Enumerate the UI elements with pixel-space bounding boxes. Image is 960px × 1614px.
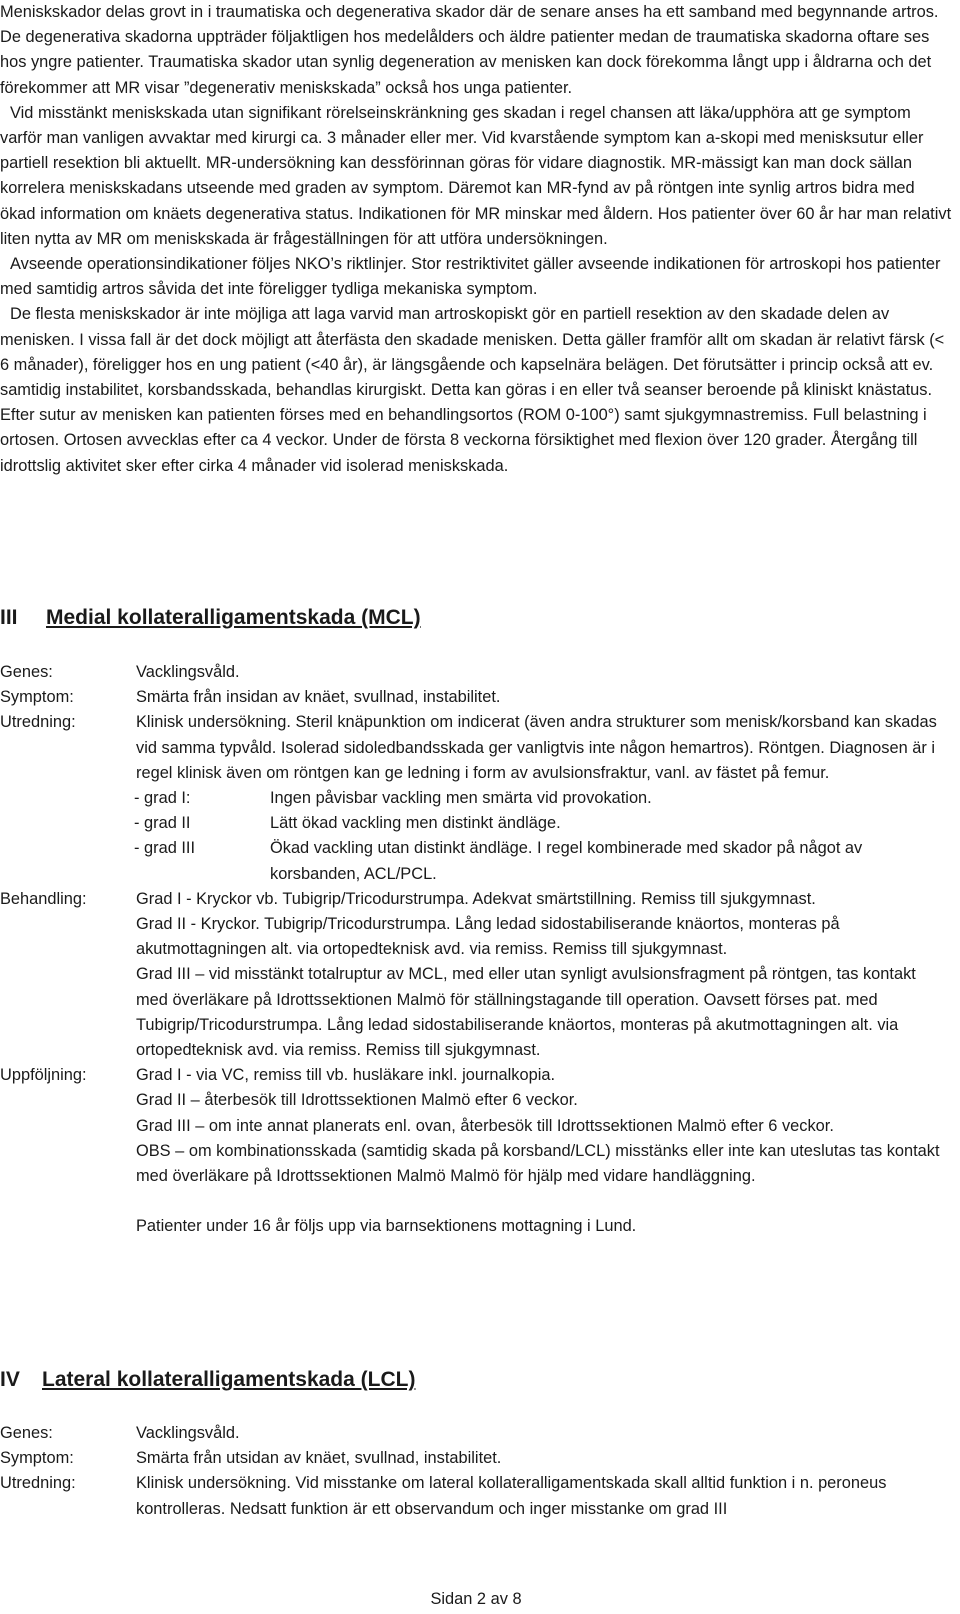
- section-number: IV: [0, 1368, 20, 1391]
- genes-row: [0, 660, 952, 685]
- lcl-details: [0, 1421, 952, 1522]
- genes-label: Genes:: [0, 663, 53, 681]
- uppfoljning-item: Grad III – om inte annat planerats enl. ovan, återbesök till Idrottssektionen Malmö efter 6 veckor.: [136, 1116, 834, 1135]
- spacer: [136, 1189, 952, 1214]
- intro-paragraph: De flesta meniskskador är inte möjliga att laga varvid man artroskopiskt gör en partiell resektion av den skadade delen av menisken. I vissa fall är det dock möjligt att återfästa den skadade menisken. Detta gäller framför allt om skadan är relativt färsk (< 6 månader), föreligger hos en ung patient (<40 år), är längsgående och kapselnära belägen. Det förutsätter i princip också att ev. samtidig instabilitet, korsbandsskada, behandlas kirurgiskt. Detta kan göras i en eller två seanser beroende på kliniskt knästatus. Efter sutur av menisken kan patienten förses med en behandlingsortos (ROM 0-100°) samt sjukgymnastremiss. Full belastning i ortosen. Ortosen avvecklas efter ca 4 veckor. Under de första 8 veckorna försiktighet med flexion över 120 grader. Återgång till idrottslig aktivitet sker efter cirka 4 månader vid isolerad meniskskada.: [0, 305, 945, 475]
- behandling-item: Grad II - Kryckor. Tubigrip/Tricodurstrumpa. Lång ledad sidostabiliserande knäortos, monteras på akutmottagningen alt. via ortopedteknisk avd. via remiss. Remiss till sjukgymnast.: [136, 915, 840, 959]
- genes-label: Genes:: [0, 1424, 53, 1442]
- utredning-label: Utredning:: [0, 713, 76, 732]
- grade-label: - grad I:: [134, 789, 191, 808]
- symptom-text: Smärta från insidan av knäet, svullnad, instabilitet.: [136, 688, 501, 707]
- symptom-row: [0, 1446, 952, 1471]
- uppfoljning-item: OBS – om kombinationsskada (samtidig skada på korsband/LCL) misstänks eller inte kan uteslutas tas kontakt med överläkare på Idrottssektionen Malmö Malmö för hjälp med vidare handläggning.: [136, 1141, 940, 1186]
- utredning-text: Klinisk undersökning. Vid misstanke om lateral kollateralligamentskada skall alltid funktion i n. peroneus kontrolleras. Nedsatt funktion är ett observandum och inger misstanke om grad III: [136, 1474, 887, 1518]
- genes-text: Vacklingsvåld.: [136, 663, 240, 681]
- section-title: Lateral kollateralligamentskada (LCL): [42, 1368, 416, 1391]
- intro-text: [0, 0, 952, 479]
- grade-desc: Lätt ökad vackling men distinkt ändläge.: [270, 814, 561, 833]
- grade-item: [134, 786, 952, 811]
- section-heading-mcl: [0, 604, 421, 632]
- grade-list: [134, 786, 952, 887]
- symptom-text: Smärta från utsidan av knäet, svullnad, instabilitet.: [136, 1449, 502, 1468]
- grade-item: [134, 836, 952, 886]
- section-number: III: [0, 606, 18, 629]
- uppfoljning-label: Uppföljning:: [0, 1066, 87, 1085]
- genes-text: Vacklingsvåld.: [136, 1424, 240, 1442]
- grade-label: - grad II: [134, 814, 191, 833]
- grade-item: [134, 811, 952, 836]
- behandling-label: Behandling:: [0, 889, 87, 908]
- intro-paragraph: Vid misstänkt meniskskada utan signifikant rörelseinskränkning ges skadan i regel chansen att läka/upphöra att ge symptom varför man vanligen avvaktar med kirurgi ca. 3 månader eller mer. Vid kvarstående symptom kan a-skopi med menisksutur eller partiell resektion bli aktuellt. MR-undersökning kan dessförinnan göras för vidare diagnostik. MR-mässigt kan man dock sällan korrelera meniskskadans utseende med graden av symptom. Däremot kan MR-fynd av på röntgen inte synlig artros bidra med ökad information om knäets degenerativa status. Indikationen för MR minskar med åldern. Hos patienter över 60 år har man relativt liten nytta av MR om meniskskada är frågeställningen för att utföra undersökningen.: [0, 103, 952, 248]
- grade-desc: Ingen påvisbar vackling men smärta vid provokation.: [270, 789, 652, 808]
- section-heading-lcl: [0, 1366, 415, 1394]
- age-note: Patienter under 16 år följs upp via barnsektionens mottagning i Lund.: [136, 1217, 637, 1236]
- symptom-label: Symptom:: [0, 1449, 74, 1468]
- behandling-text: [136, 887, 952, 1063]
- grade-label: - grad III: [134, 839, 196, 858]
- mcl-details: [0, 660, 952, 1239]
- intro-paragraph: Meniskskador delas grovt in i traumatiska och degenerativa skador där de senare anses ha ett samband med begynnande artros. De degenerativa skadorna uppträder följaktligen hos medelålders och äldre patienter medan de traumatiska skadorna oftare ses hos yngre patienter. Traumatiska skador utan synlig degeneration av menisken kan dock förekomma långt upp i åldrarna och det förekommer att MR visar ”degenerativ meniskskada” också hos unga patienter.: [0, 3, 939, 97]
- uppfoljning-text: [136, 1063, 952, 1239]
- uppfoljning-item: Grad I - via VC, remiss till vb. husläkare inkl. journalkopia.: [136, 1066, 556, 1085]
- grade-desc: Ökad vackling utan distinkt ändläge. I regel kombinerade med skador på något av korsbanden, ACL/PCL.: [270, 839, 863, 883]
- utredning-text: Klinisk undersökning. Steril knäpunktion om indicerat (även andra strukturer som menisk/korsband kan skadas vid samma typvåld. Isolerad sidoledbandsskada ger vanligtvis inte någon hemartros). Röntgen. Diagnosen är i regel klinisk även om röntgen kan ge ledning i form av avulsionsfraktur, vanl. av fästet på femur.: [136, 713, 937, 782]
- uppfoljning-row: [0, 1063, 952, 1239]
- page-number: Sidan 2 av 8: [430, 1590, 522, 1608]
- utredning-row: [0, 710, 952, 786]
- symptom-label: Symptom:: [0, 688, 74, 707]
- intro-paragraph: Avseende operationsindikationer följes NKO’s riktlinjer. Stor restriktivitet gäller avseende indikationen för artroskopi hos patienter med samtidig artros såvida det inte föreligger tydliga mekaniska symptom.: [0, 255, 941, 299]
- genes-row: [0, 1421, 952, 1446]
- uppfoljning-item: Grad II – återbesök till Idrottssektionen Malmö efter 6 veckor.: [136, 1091, 578, 1110]
- behandling-item: Grad I - Kryckor vb. Tubigrip/Tricodurstrumpa. Adekvat smärtstillning. Remiss till sjukgymnast.: [136, 889, 816, 908]
- section-title: Medial kollateralligamentskada (MCL): [46, 606, 421, 629]
- utredning-row: [0, 1471, 952, 1521]
- behandling-row: [0, 887, 952, 1063]
- symptom-row: [0, 685, 952, 710]
- behandling-item: Grad III – vid misstänkt totalruptur av MCL, med eller utan synligt avulsionsfragment på röntgen, tas kontakt med överläkare på Idrottssektionen Malmö för ställningstagande till operation. Oavsett förses pat. med Tubigrip/Tricodurstrumpa. Lång ledad sidostabiliserande knäortos, monteras på akutmottagningen alt. via ortopedteknisk avd. via remiss. Remiss till sjukgymnast.: [136, 965, 916, 1060]
- utredning-label: Utredning:: [0, 1474, 76, 1493]
